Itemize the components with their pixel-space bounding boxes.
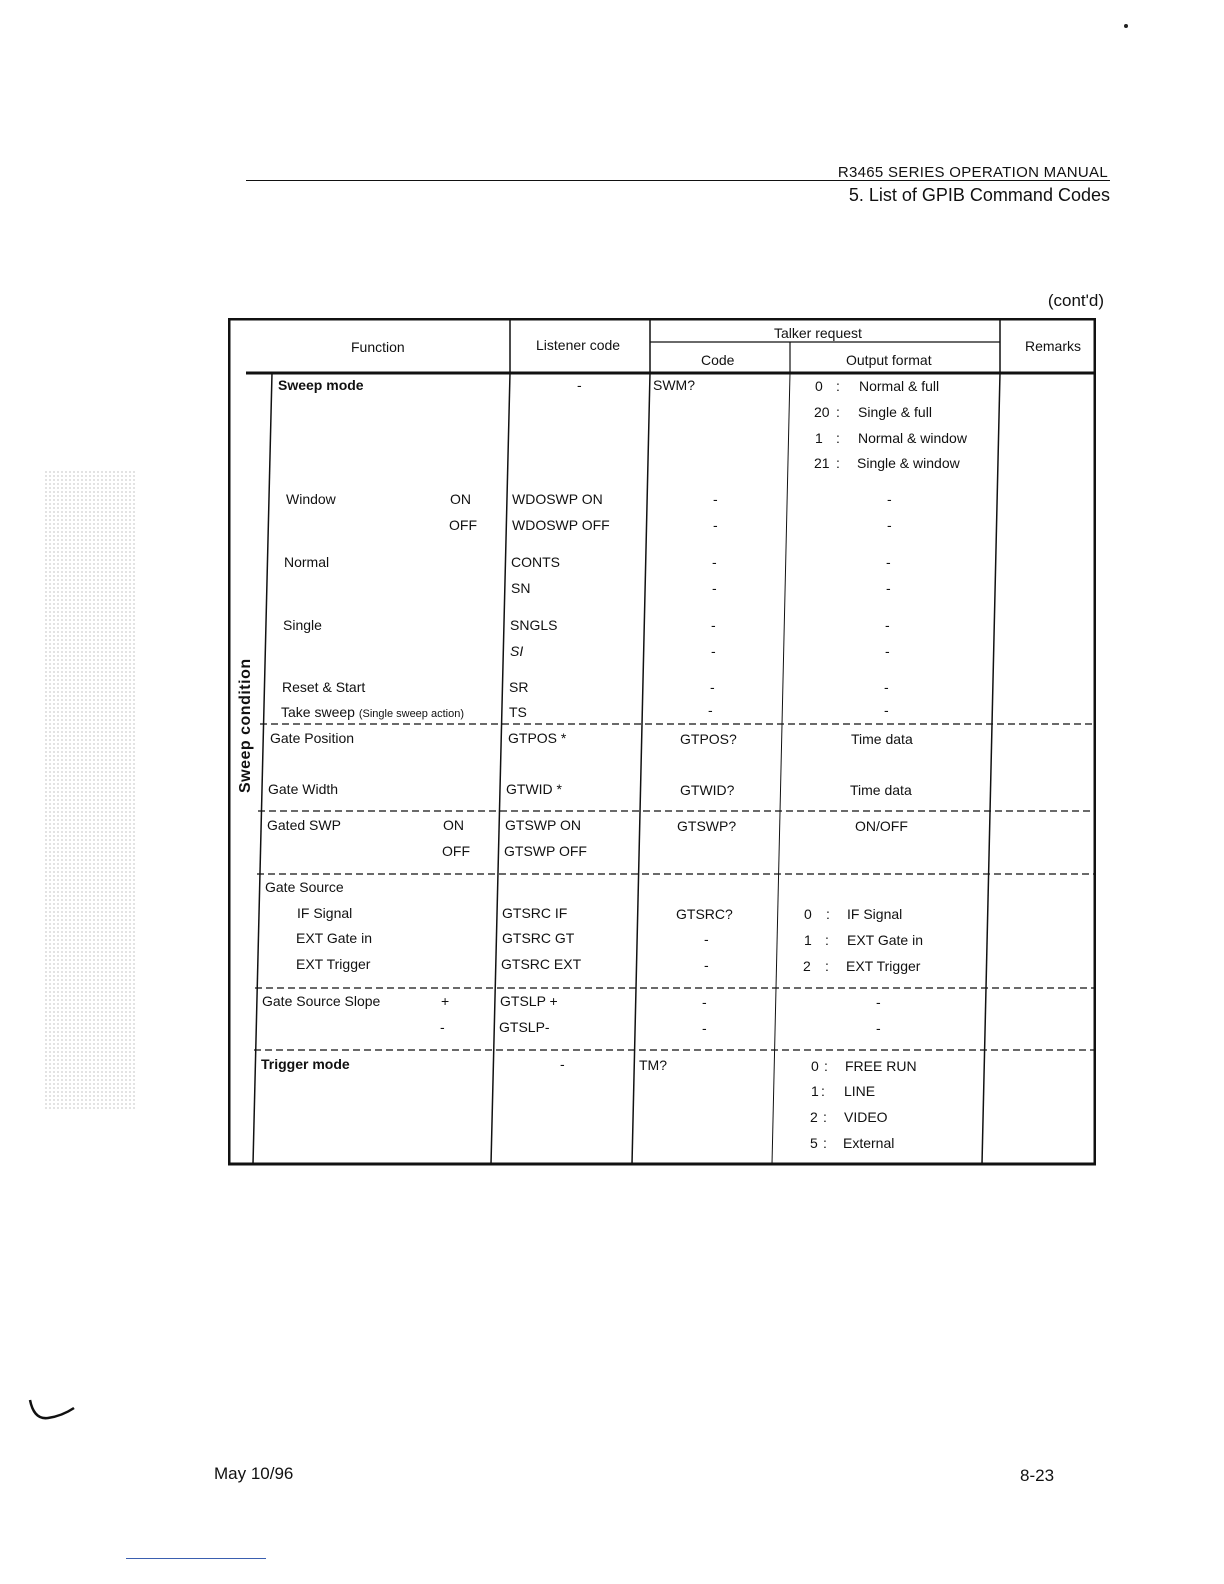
sweep-mode-output-sep: : bbox=[836, 455, 840, 471]
gate-source-item-sep: : bbox=[826, 906, 830, 922]
continued-label: (cont'd) bbox=[1047, 291, 1104, 310]
gate-source-item-output: IF Signal bbox=[847, 906, 903, 922]
gated-swp-on: ON bbox=[443, 817, 464, 833]
trigger-mode-output-sep: : bbox=[821, 1083, 825, 1099]
window-listener-off: WDOSWP OFF bbox=[512, 517, 610, 533]
gate-position-code: GTPOS? bbox=[680, 731, 737, 747]
reset-start-output: - bbox=[884, 679, 889, 695]
take-sweep-code: - bbox=[708, 702, 713, 718]
sweep-mode-output-sep: : bbox=[836, 404, 840, 420]
window-listener-on: WDOSWP ON bbox=[512, 491, 603, 507]
header-listener-code: Listener code bbox=[536, 337, 621, 353]
gate-source-slope-minus: - bbox=[440, 1019, 445, 1035]
gate-source-slope-code: - bbox=[702, 1020, 707, 1036]
gate-source-slope-listener-minus: GTSLP- bbox=[499, 1019, 550, 1035]
gate-source-slope-plus: + bbox=[441, 993, 450, 1009]
gate-source-item-label: IF Signal bbox=[297, 905, 353, 921]
trigger-mode-output-text: LINE bbox=[844, 1083, 876, 1099]
scan-noise bbox=[44, 470, 136, 1110]
sweep-mode-output-text: Single & full bbox=[858, 404, 932, 420]
section-title: 5. List of GPIB Command Codes bbox=[848, 185, 1110, 205]
take-sweep-function bbox=[281, 704, 464, 720]
gate-source-item-code: - bbox=[704, 931, 709, 947]
gated-swp-code: GTSWP? bbox=[677, 818, 737, 834]
page-number: 8-23 bbox=[1020, 1466, 1055, 1485]
sweep-mode-output-sep: : bbox=[836, 430, 840, 446]
gate-source-item-n: 1 bbox=[804, 932, 812, 948]
trigger-mode-function: Trigger mode bbox=[261, 1056, 350, 1072]
gate-source-item-sep: : bbox=[825, 932, 829, 948]
gate-width-code: GTWID? bbox=[680, 782, 735, 798]
gate-position-function: Gate Position bbox=[270, 730, 355, 746]
header-output-format: Output format bbox=[846, 352, 932, 368]
gate-width-function: Gate Width bbox=[268, 781, 339, 797]
trigger-mode-output-sep: : bbox=[823, 1135, 827, 1151]
window-on: ON bbox=[450, 491, 471, 507]
single-function: Single bbox=[283, 617, 322, 633]
gate-source-item-listener: GTSRC EXT bbox=[501, 956, 582, 972]
sweep-mode-output-sep: : bbox=[836, 378, 840, 394]
sweep-mode-output-n: 0 bbox=[815, 378, 823, 394]
header-function: Function bbox=[351, 339, 405, 355]
scan-mark bbox=[28, 1398, 78, 1428]
single-listener-1: SNGLS bbox=[510, 617, 558, 633]
trigger-mode-code: TM? bbox=[639, 1057, 667, 1073]
gate-source-slope-code: - bbox=[702, 994, 707, 1010]
normal-listener-2: SN bbox=[511, 580, 531, 596]
header-talker-request: Talker request bbox=[774, 325, 862, 341]
sweep-mode-output-text: Normal & window bbox=[858, 430, 967, 446]
gate-source-item-label: EXT Trigger bbox=[296, 956, 371, 972]
gate-width-output: Time data bbox=[850, 782, 912, 798]
gated-swp-off: OFF bbox=[442, 843, 470, 859]
gate-source-item-output: EXT Gate in bbox=[847, 932, 924, 948]
gate-position-listener: GTPOS * bbox=[508, 730, 567, 746]
sweep-mode-output-n: 1 bbox=[815, 430, 823, 446]
sweep-mode-function: Sweep mode bbox=[278, 377, 364, 393]
gate-source-slope-output: - bbox=[876, 1020, 881, 1036]
gate-source-item-code: GTSRC? bbox=[676, 906, 733, 922]
window-code: - bbox=[713, 517, 718, 533]
trigger-mode-output-sep: : bbox=[824, 1058, 828, 1074]
window-code: - bbox=[713, 491, 718, 507]
single-code: - bbox=[711, 643, 716, 659]
window-output: - bbox=[887, 491, 892, 507]
header-rule bbox=[246, 180, 1110, 181]
group-label-sweep-condition: Sweep condition bbox=[237, 658, 254, 793]
sweep-mode-listener: - bbox=[577, 377, 582, 393]
normal-output: - bbox=[886, 580, 891, 596]
sweep-mode-output-n: 21 bbox=[814, 455, 830, 471]
window-off: OFF bbox=[449, 517, 477, 533]
reset-start-code: - bbox=[710, 679, 715, 695]
reset-start-listener: SR bbox=[509, 679, 529, 695]
gate-position-output: Time data bbox=[851, 731, 913, 747]
reset-start-function: Reset & Start bbox=[282, 679, 366, 695]
gate-source-item-n: 2 bbox=[803, 958, 811, 974]
gate-source-item-n: 0 bbox=[804, 906, 812, 922]
window-output: - bbox=[887, 517, 892, 533]
sweep-mode-output-text: Normal & full bbox=[859, 378, 940, 394]
single-code: - bbox=[711, 617, 716, 633]
take-sweep-note: (Single sweep action) bbox=[358, 708, 464, 720]
gate-source-slope-function: Gate Source Slope bbox=[262, 993, 381, 1009]
manual-title: R3465 SERIES OPERATION MANUAL bbox=[837, 164, 1108, 181]
take-sweep-listener: TS bbox=[509, 704, 527, 720]
gate-source-slope-output: - bbox=[876, 994, 881, 1010]
gate-source-item-listener: GTSRC IF bbox=[502, 905, 568, 921]
sweep-mode-code: SWM? bbox=[653, 377, 695, 393]
gate-source-item-code: - bbox=[704, 957, 709, 973]
trigger-mode-output-text: FREE RUN bbox=[845, 1058, 917, 1074]
take-sweep-output: - bbox=[884, 702, 889, 718]
single-output: - bbox=[885, 643, 890, 659]
sweep-mode-output-n: 20 bbox=[814, 404, 830, 420]
scan-dot bbox=[1124, 24, 1128, 28]
gate-source-item-output: EXT Trigger bbox=[846, 958, 921, 974]
gated-swp-output: ON/OFF bbox=[855, 818, 908, 834]
take-sweep-label: Take sweep bbox=[281, 704, 355, 720]
gate-source-function: Gate Source bbox=[265, 879, 344, 895]
gate-source-item-label: EXT Gate in bbox=[296, 930, 373, 946]
gated-swp-listener-on: GTSWP ON bbox=[505, 817, 581, 833]
trigger-mode-output-n: 1 bbox=[811, 1083, 819, 1099]
footer-rule bbox=[126, 1558, 266, 1559]
trigger-mode-listener: - bbox=[560, 1056, 565, 1072]
normal-function: Normal bbox=[284, 554, 330, 570]
gate-width-listener: GTWID * bbox=[506, 781, 562, 797]
single-listener-2: SI bbox=[510, 643, 524, 659]
trigger-mode-output-n: 2 bbox=[810, 1109, 818, 1125]
gate-source-slope-listener-plus: GTSLP + bbox=[500, 993, 558, 1009]
gate-source-item-listener: GTSRC GT bbox=[502, 930, 575, 946]
gated-swp-listener-off: GTSWP OFF bbox=[504, 843, 587, 859]
gate-source-item-sep: : bbox=[825, 958, 829, 974]
single-output: - bbox=[885, 617, 890, 633]
trigger-mode-output-sep: : bbox=[823, 1109, 827, 1125]
header-remarks: Remarks bbox=[1025, 338, 1082, 354]
footer-date: May 10/96 bbox=[214, 1464, 294, 1483]
normal-output: - bbox=[886, 554, 891, 570]
header-code: Code bbox=[701, 352, 735, 368]
trigger-mode-output-text: VIDEO bbox=[844, 1109, 888, 1125]
normal-listener-1: CONTS bbox=[511, 554, 560, 570]
trigger-mode-output-n: 5 bbox=[810, 1135, 818, 1151]
trigger-mode-output-text: External bbox=[843, 1135, 895, 1151]
sweep-mode-output-text: Single & window bbox=[857, 455, 960, 471]
normal-code: - bbox=[712, 580, 717, 596]
normal-code: - bbox=[712, 554, 717, 570]
trigger-mode-output-n: 0 bbox=[811, 1058, 819, 1074]
gated-swp-function: Gated SWP bbox=[267, 817, 341, 833]
window-function: Window bbox=[286, 491, 336, 507]
